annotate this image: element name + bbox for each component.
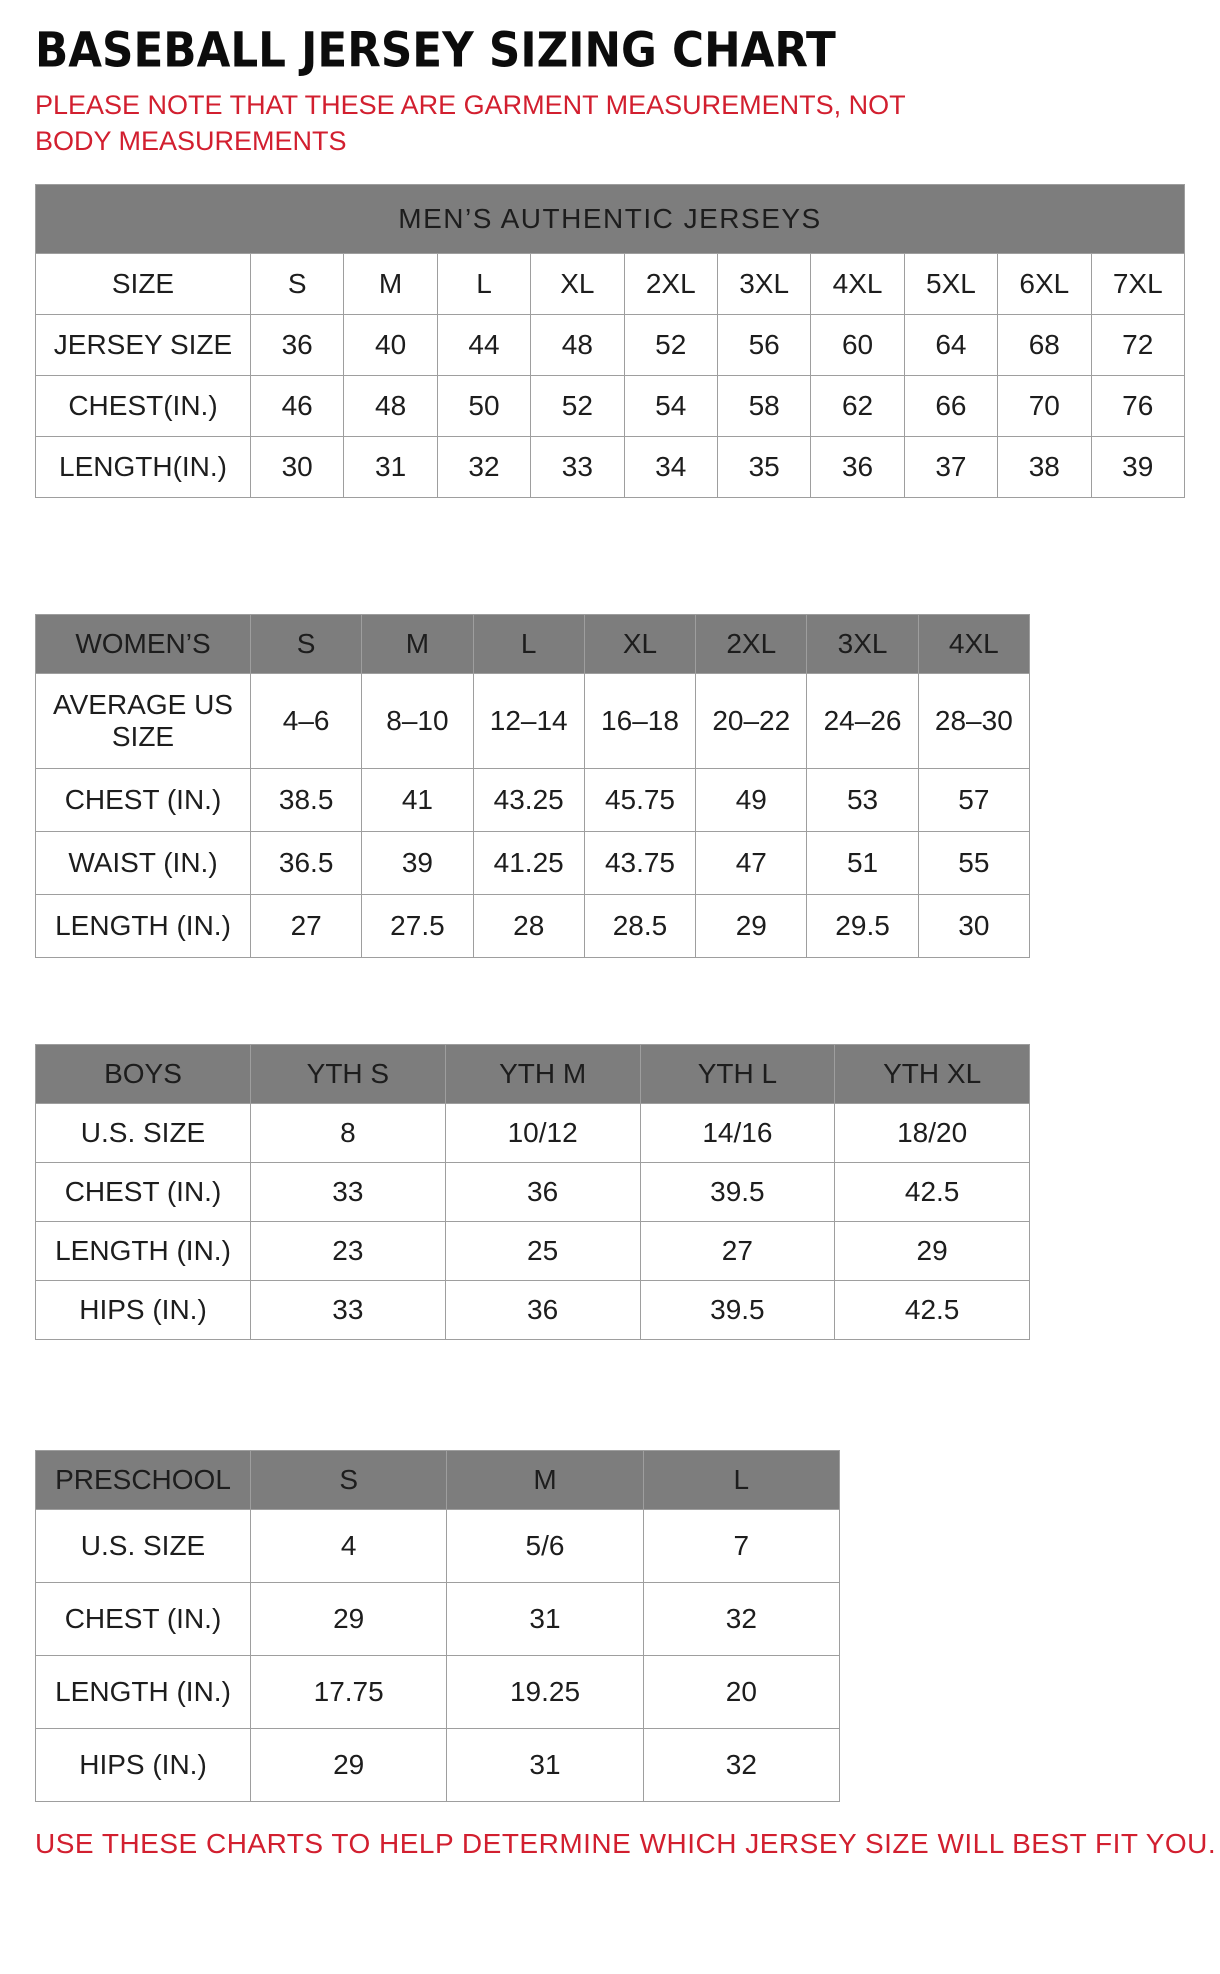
- row-label: LENGTH (IN.): [36, 1221, 251, 1280]
- boys-header-label: BOYS: [36, 1044, 251, 1103]
- data-cell: 29: [696, 894, 807, 957]
- data-cell: 27: [640, 1221, 835, 1280]
- data-cell: 33: [251, 1162, 446, 1221]
- boys-header-row: [36, 1044, 1030, 1103]
- data-cell: 20: [643, 1655, 839, 1728]
- size-header-cell: YTH M: [445, 1044, 640, 1103]
- data-cell: XL: [531, 253, 624, 314]
- data-cell: 36: [251, 314, 344, 375]
- data-cell: 39: [362, 831, 473, 894]
- data-cell: 56: [717, 314, 810, 375]
- data-cell: 38: [998, 436, 1091, 497]
- data-cell: 14/16: [640, 1103, 835, 1162]
- data-cell: 58: [717, 375, 810, 436]
- mens-table-banner: MEN’S AUTHENTIC JERSEYS: [36, 184, 1185, 253]
- row-label: U.S. SIZE: [36, 1103, 251, 1162]
- data-cell: 12–14: [473, 673, 584, 768]
- data-cell: 20–22: [696, 673, 807, 768]
- data-cell: 47: [696, 831, 807, 894]
- data-cell: 28.5: [584, 894, 695, 957]
- data-cell: 70: [998, 375, 1091, 436]
- data-cell: 57: [918, 768, 1029, 831]
- data-cell: 50: [437, 375, 530, 436]
- size-header-cell: L: [643, 1450, 839, 1509]
- data-cell: 36: [811, 436, 904, 497]
- table-row: [36, 768, 1030, 831]
- data-cell: 64: [904, 314, 997, 375]
- data-cell: 28: [473, 894, 584, 957]
- data-cell: 36.5: [251, 831, 362, 894]
- data-cell: 42.5: [835, 1280, 1030, 1339]
- table-row: [36, 1509, 840, 1582]
- data-cell: 25: [445, 1221, 640, 1280]
- data-cell: 38.5: [251, 768, 362, 831]
- row-label: SIZE: [36, 253, 251, 314]
- size-header-cell: S: [251, 614, 362, 673]
- data-cell: 34: [624, 436, 717, 497]
- row-label: LENGTH (IN.): [36, 1655, 251, 1728]
- mens-sizing-table: [35, 184, 1185, 498]
- data-cell: 39: [1091, 436, 1184, 497]
- size-header-cell: YTH S: [251, 1044, 446, 1103]
- row-label: CHEST(IN.): [36, 375, 251, 436]
- data-cell: 48: [531, 314, 624, 375]
- data-cell: 19.25: [447, 1655, 643, 1728]
- data-cell: 36: [445, 1162, 640, 1221]
- data-cell: 31: [447, 1728, 643, 1801]
- data-cell: 52: [624, 314, 717, 375]
- data-cell: L: [437, 253, 530, 314]
- table-row: [36, 1221, 1030, 1280]
- data-cell: 29: [251, 1582, 447, 1655]
- data-cell: 6XL: [998, 253, 1091, 314]
- data-cell: 48: [344, 375, 437, 436]
- data-cell: 4–6: [251, 673, 362, 768]
- data-cell: 41.25: [473, 831, 584, 894]
- data-cell: 52: [531, 375, 624, 436]
- table-row: [36, 1103, 1030, 1162]
- preschool-header-label: PRESCHOOL: [36, 1450, 251, 1509]
- table-row: [36, 1582, 840, 1655]
- data-cell: 39.5: [640, 1280, 835, 1339]
- size-header-cell: S: [251, 1450, 447, 1509]
- data-cell: 7: [643, 1509, 839, 1582]
- data-cell: 32: [643, 1728, 839, 1801]
- data-cell: 68: [998, 314, 1091, 375]
- preschool-header-row: [36, 1450, 840, 1509]
- data-cell: 23: [251, 1221, 446, 1280]
- table-row: [36, 1280, 1030, 1339]
- table-row: [36, 831, 1030, 894]
- data-cell: 5/6: [447, 1509, 643, 1582]
- row-label: CHEST (IN.): [36, 768, 251, 831]
- row-label: U.S. SIZE: [36, 1509, 251, 1582]
- row-label: WAIST (IN.): [36, 831, 251, 894]
- data-cell: 29.5: [807, 894, 918, 957]
- data-cell: 3XL: [717, 253, 810, 314]
- data-cell: 33: [531, 436, 624, 497]
- womens-header-row: [36, 614, 1030, 673]
- data-cell: 62: [811, 375, 904, 436]
- data-cell: 54: [624, 375, 717, 436]
- data-cell: 27: [251, 894, 362, 957]
- data-cell: 35: [717, 436, 810, 497]
- data-cell: 36: [445, 1280, 640, 1339]
- data-cell: 8: [251, 1103, 446, 1162]
- data-cell: 49: [696, 768, 807, 831]
- data-cell: 27.5: [362, 894, 473, 957]
- data-cell: 33: [251, 1280, 446, 1339]
- data-cell: 39.5: [640, 1162, 835, 1221]
- size-header-cell: 4XL: [918, 614, 1029, 673]
- table-row: [36, 375, 1185, 436]
- boys-sizing-table: [35, 1044, 1030, 1340]
- size-header-cell: M: [447, 1450, 643, 1509]
- table-row: [36, 314, 1185, 375]
- table-row: [36, 894, 1030, 957]
- data-cell: 44: [437, 314, 530, 375]
- data-cell: 53: [807, 768, 918, 831]
- row-label: CHEST (IN.): [36, 1582, 251, 1655]
- data-cell: 29: [835, 1221, 1030, 1280]
- data-cell: 4: [251, 1509, 447, 1582]
- data-cell: 8–10: [362, 673, 473, 768]
- data-cell: 37: [904, 436, 997, 497]
- data-cell: 41: [362, 768, 473, 831]
- data-cell: 43.25: [473, 768, 584, 831]
- data-cell: 17.75: [251, 1655, 447, 1728]
- data-cell: 45.75: [584, 768, 695, 831]
- data-cell: 16–18: [584, 673, 695, 768]
- preschool-sizing-table: [35, 1450, 840, 1802]
- data-cell: 55: [918, 831, 1029, 894]
- data-cell: 7XL: [1091, 253, 1184, 314]
- size-header-cell: XL: [584, 614, 695, 673]
- size-header-cell: 3XL: [807, 614, 918, 673]
- row-label: LENGTH(IN.): [36, 436, 251, 497]
- table-row: [36, 1728, 840, 1801]
- tables: [35, 184, 1190, 1802]
- row-label: LENGTH (IN.): [36, 894, 251, 957]
- data-cell: 5XL: [904, 253, 997, 314]
- table-row: [36, 673, 1030, 768]
- table-row: [36, 1162, 1030, 1221]
- data-cell: 24–26: [807, 673, 918, 768]
- data-cell: 32: [437, 436, 530, 497]
- data-cell: 51: [807, 831, 918, 894]
- size-header-cell: YTH XL: [835, 1044, 1030, 1103]
- data-cell: 28–30: [918, 673, 1029, 768]
- row-label: HIPS (IN.): [36, 1280, 251, 1339]
- data-cell: 31: [344, 436, 437, 497]
- womens-header-label: WOMEN’S: [36, 614, 251, 673]
- garment-measurement-note: PLEASE NOTE THAT THESE ARE GARMENT MEASUREMENTS, NOT BODY MEASUREMENTS: [35, 90, 906, 157]
- data-cell: 46: [251, 375, 344, 436]
- table-row: [36, 253, 1185, 314]
- size-header-cell: 2XL: [696, 614, 807, 673]
- row-label: HIPS (IN.): [36, 1728, 251, 1801]
- data-cell: 4XL: [811, 253, 904, 314]
- data-cell: S: [251, 253, 344, 314]
- data-cell: 72: [1091, 314, 1184, 375]
- womens-sizing-table: [35, 614, 1030, 958]
- row-label: AVERAGE US SIZE: [36, 673, 251, 768]
- size-header-cell: M: [362, 614, 473, 673]
- footer-note: USE THESE CHARTS TO HELP DETERMINE WHICH JERSEY SIZE WILL BEST FIT YOU.: [35, 1827, 1217, 1859]
- table-row: [36, 436, 1185, 497]
- data-cell: 60: [811, 314, 904, 375]
- data-cell: 10/12: [445, 1103, 640, 1162]
- data-cell: 31: [447, 1582, 643, 1655]
- data-cell: 30: [251, 436, 344, 497]
- data-cell: 66: [904, 375, 997, 436]
- data-cell: 18/20: [835, 1103, 1030, 1162]
- size-header-cell: YTH L: [640, 1044, 835, 1103]
- row-label: CHEST (IN.): [36, 1162, 251, 1221]
- data-cell: 40: [344, 314, 437, 375]
- data-cell: 32: [643, 1582, 839, 1655]
- data-cell: M: [344, 253, 437, 314]
- data-cell: 42.5: [835, 1162, 1030, 1221]
- data-cell: 29: [251, 1728, 447, 1801]
- data-cell: 2XL: [624, 253, 717, 314]
- data-cell: 76: [1091, 375, 1184, 436]
- row-label: JERSEY SIZE: [36, 314, 251, 375]
- page-title: BASEBALL JERSEY SIZING CHART: [35, 22, 836, 79]
- data-cell: 30: [918, 894, 1029, 957]
- data-cell: 43.75: [584, 831, 695, 894]
- table-row: [36, 1655, 840, 1728]
- size-header-cell: L: [473, 614, 584, 673]
